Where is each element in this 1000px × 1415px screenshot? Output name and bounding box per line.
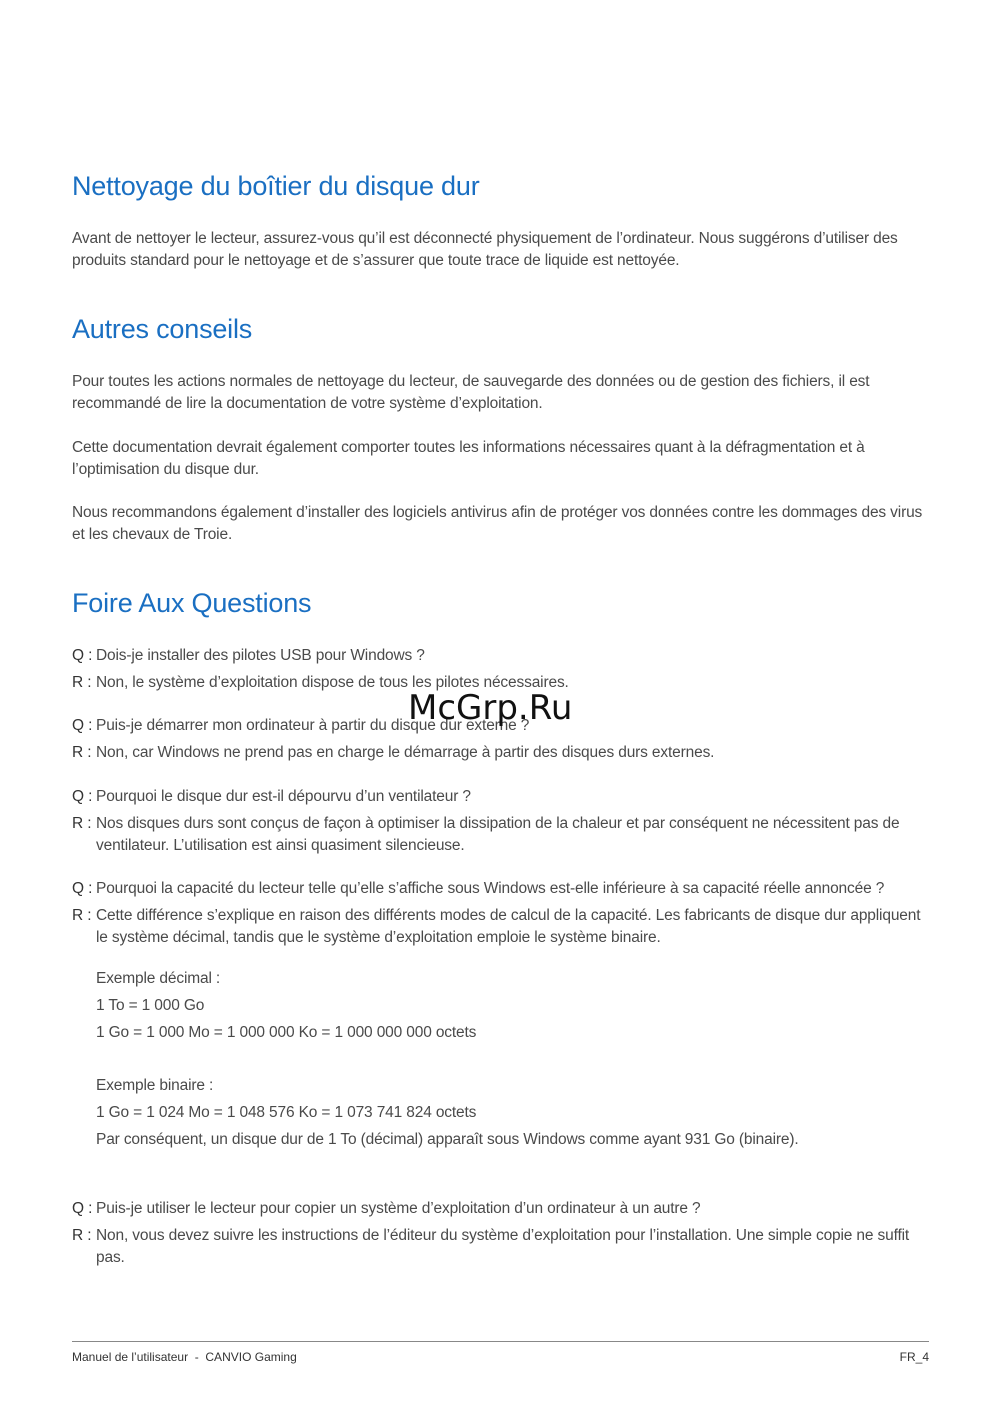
footer-manual-title: Manuel de l’utilisateur - CANVIO Gaming — [72, 1350, 297, 1364]
answer-text: Nos disques durs sont conçus de façon à optimiser la dissipation de la chaleur et par conséquent ne nécessitent pas de ventilateur. L’utilisation est ainsi quasiment silencieuse. — [96, 815, 900, 854]
binary-example-line: 1 Go = 1 024 Mo = 1 048 576 Ko = 1 073 741 824 octets — [96, 1104, 477, 1121]
question-text: Pourquoi le disque dur est-il dépourvu d’un ventilateur ? — [96, 788, 471, 805]
decimal-example-label: Exemple décimal : — [96, 970, 221, 987]
faq-item-4 — [72, 878, 932, 1153]
heading-cleaning: Nettoyage du boîtier du disque dur — [72, 171, 480, 201]
faq-item-5 — [72, 1198, 932, 1269]
answer-prefix: R : — [72, 907, 92, 924]
answer-prefix: R : — [72, 744, 92, 761]
binary-example-line: Par conséquent, un disque dur de 1 To (décimal) apparaît sous Windows comme ayant 931 Go (binaire). — [96, 1131, 799, 1148]
answer-prefix: R : — [72, 815, 92, 832]
question-prefix: Q : — [72, 1200, 93, 1217]
question-prefix: Q : — [72, 880, 93, 897]
answer-text: Non, car Windows ne prend pas en charge le démarrage à partir des disques durs externes. — [96, 744, 715, 761]
answer-text: Cette différence s’explique en raison des différents modes de calcul de la capacité. Les fabricants de disque dur appliquent le système décimal, tandis que le système d’exploitation emploie le système binaire. — [96, 907, 921, 946]
answer-prefix: R : — [72, 674, 92, 691]
question-text: Puis-je démarrer mon ordinateur à partir du disque dur externe ? — [96, 717, 530, 734]
decimal-example-line: 1 Go = 1 000 Mo = 1 000 000 Ko = 1 000 000 000 octets — [96, 1024, 477, 1041]
faq-item-1 — [72, 645, 932, 694]
watermark: McGrp.Ru — [408, 688, 573, 728]
answer-prefix: R : — [72, 1227, 92, 1244]
heading-tips: Autres conseils — [72, 314, 253, 344]
decimal-example-line: 1 To = 1 000 Go — [96, 997, 205, 1014]
tips-paragraph-3: Nous recommandons également d’installer des logiciels antivirus afin de protéger vos données contre les dommages des virus et les chevaux de Troie. — [72, 504, 923, 543]
cleaning-paragraph: Avant de nettoyer le lecteur, assurez-vous qu’il est déconnecté physiquement de l’ordinateur. Nous suggérons d’utiliser des produits standard pour le nettoyage et de s’assurer que toute trace de liquide est nettoyée. — [72, 230, 898, 269]
question-prefix: Q : — [72, 788, 93, 805]
answer-text: Non, le système d’exploitation dispose de tous les pilotes nécessaires. — [96, 674, 569, 691]
question-prefix: Q : — [72, 717, 93, 734]
binary-example — [72, 1072, 932, 1153]
tips-paragraph-1: Pour toutes les actions normales de nettoyage du lecteur, de sauvegarde des données ou de gestion des fichiers, il est recommandé de lire la documentation de votre système d’exploitation. — [72, 373, 870, 412]
tips-paragraph-2: Cette documentation devrait également comporter toutes les informations nécessaires quant à la défragmentation et à l’optimisation du disque dur. — [72, 439, 865, 478]
decimal-example — [72, 965, 932, 1046]
question-text: Puis-je utiliser le lecteur pour copier un système d’exploitation d’un ordinateur à un autre ? — [96, 1200, 701, 1217]
footer-page-number: FR_4 — [899, 1350, 929, 1364]
question-prefix: Q : — [72, 647, 93, 664]
footer-divider — [72, 1341, 929, 1342]
binary-example-label: Exemple binaire : — [96, 1077, 214, 1094]
question-text: Pourquoi la capacité du lecteur telle qu’elle s’affiche sous Windows est-elle inférieure à sa capacité réelle annoncée ? — [96, 880, 885, 897]
heading-faq: Foire Aux Questions — [72, 588, 312, 618]
answer-text: Non, vous devez suivre les instructions de l’éditeur du système d’exploitation pour l’installation. Une simple copie ne suffit pas. — [96, 1227, 910, 1266]
question-text: Dois-je installer des pilotes USB pour Windows ? — [96, 647, 425, 664]
faq-item-3 — [72, 786, 932, 857]
